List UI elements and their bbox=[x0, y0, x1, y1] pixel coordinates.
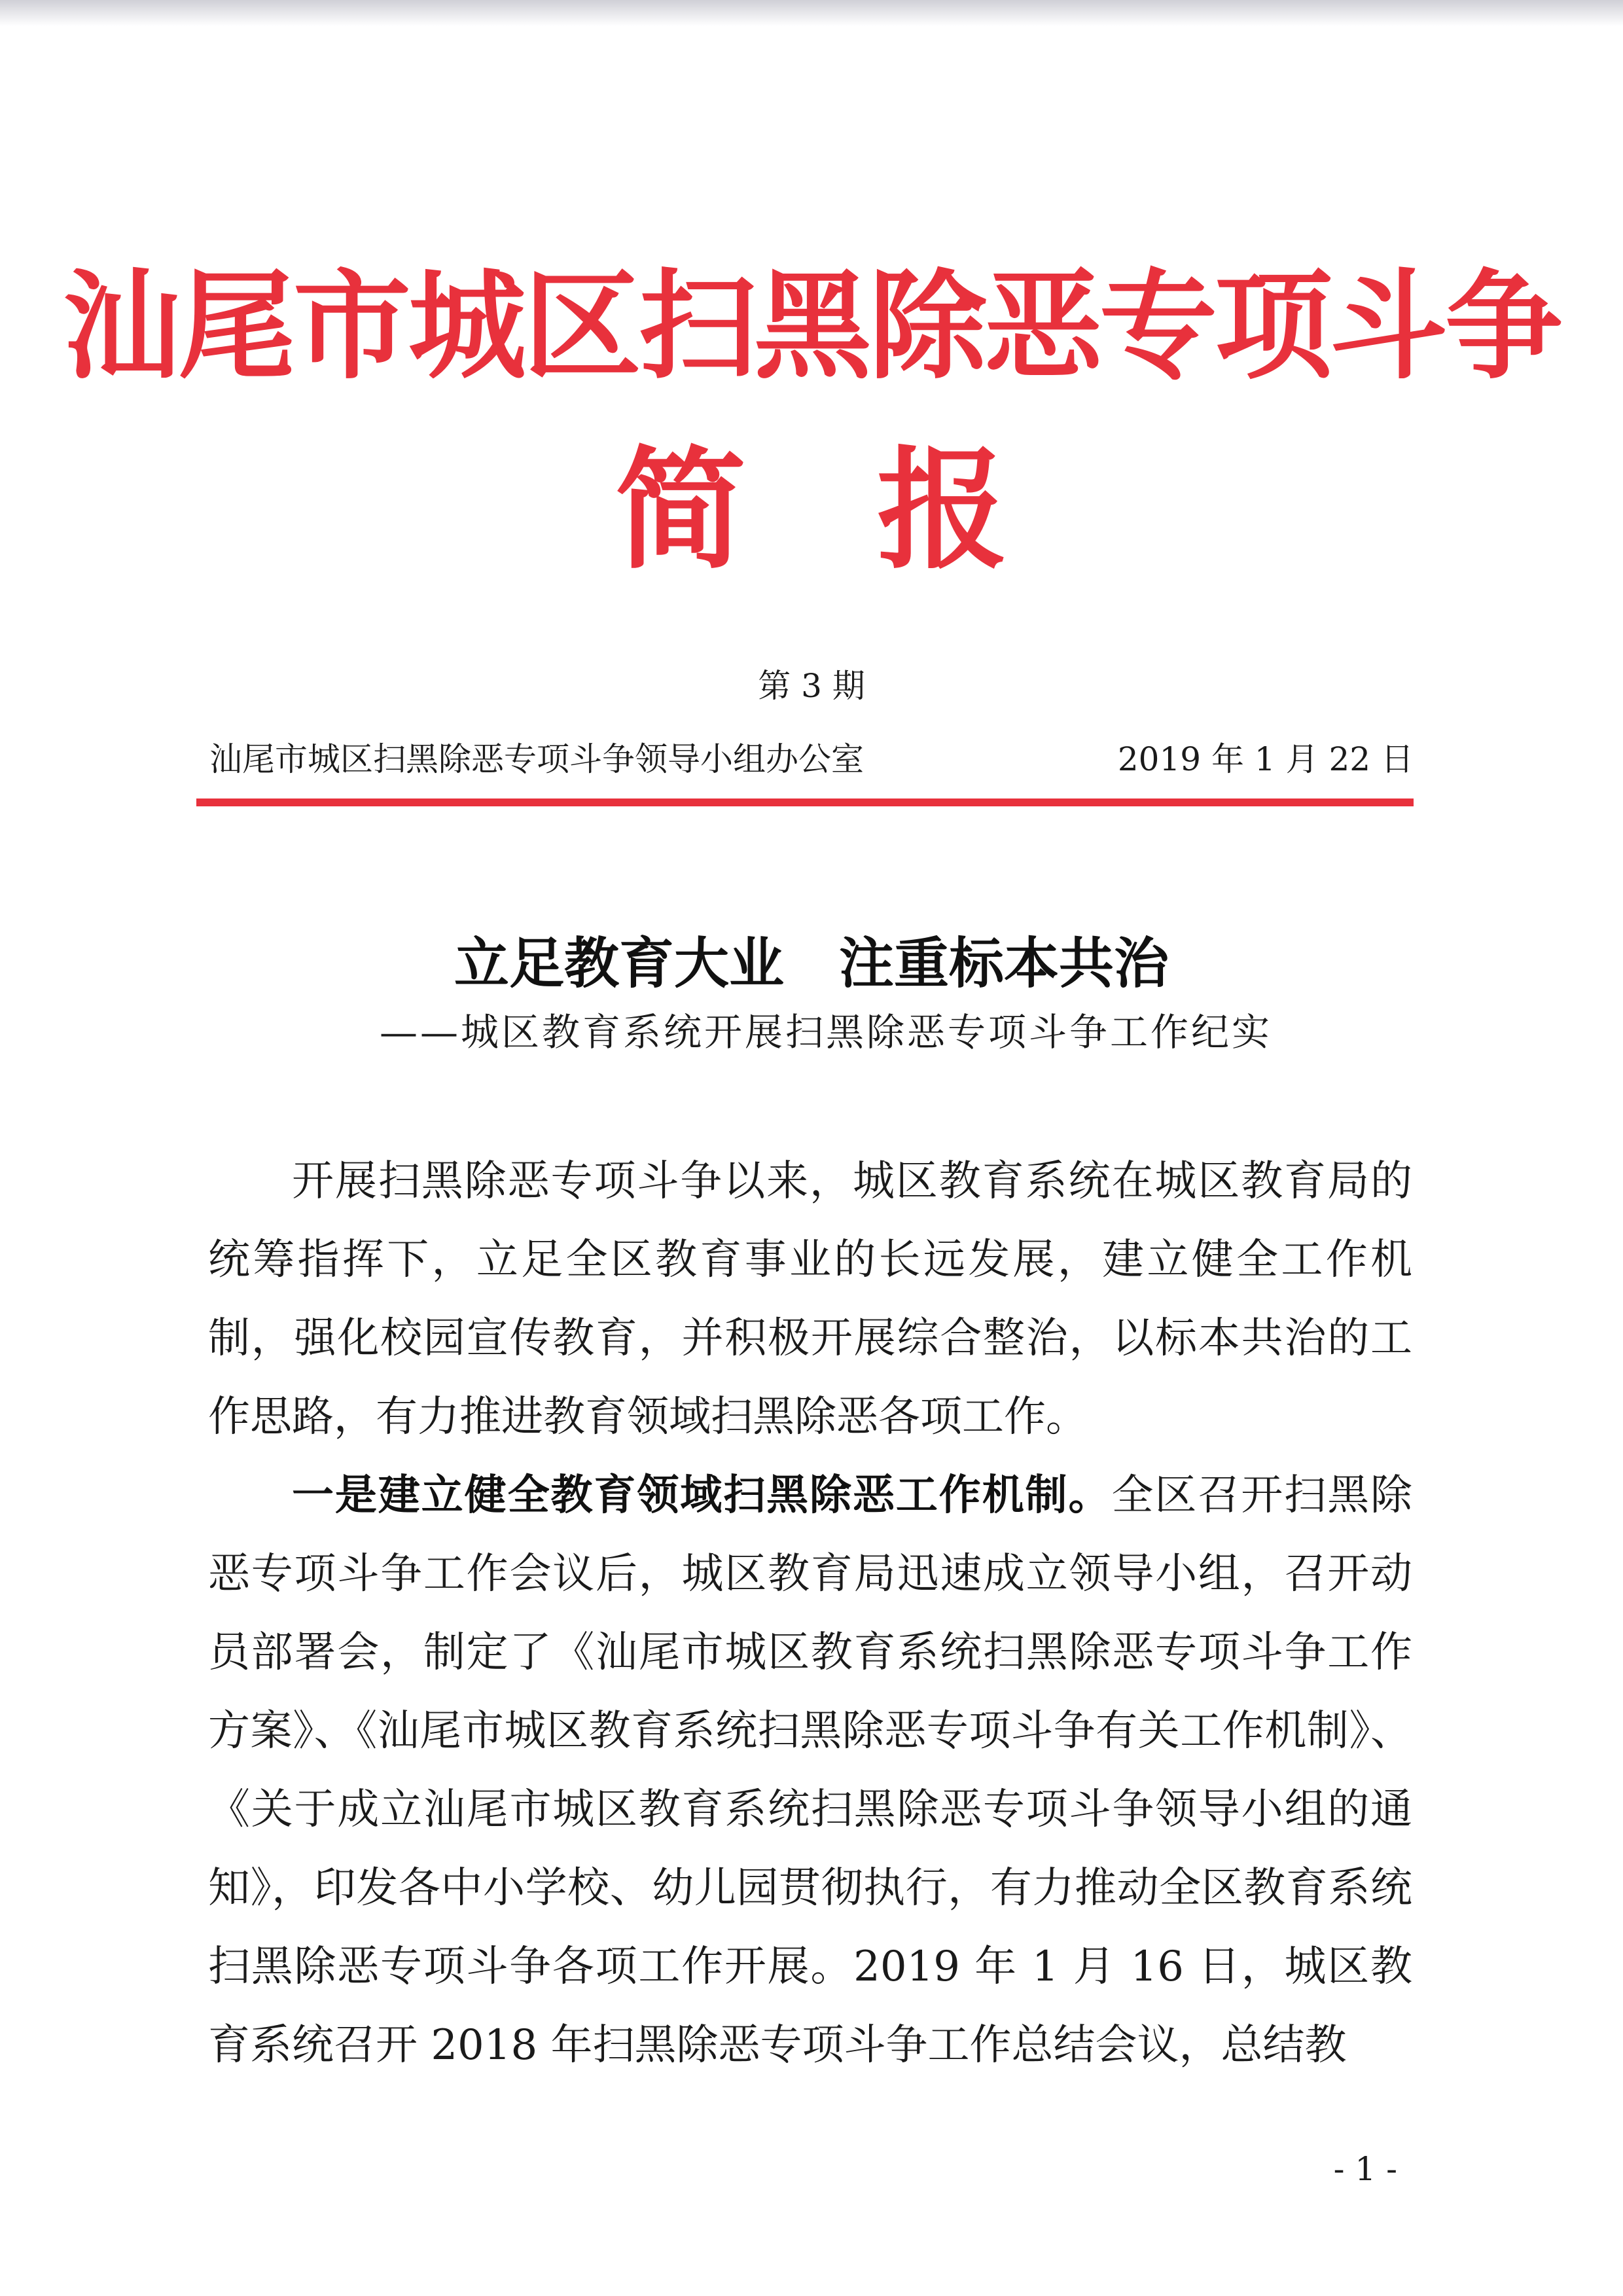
article-subtitle: ——城区教育系统开展扫黑除恶专项斗争工作纪实 bbox=[380, 1010, 1273, 1054]
issue-date: 2019 年 1 月 22 日 bbox=[1117, 740, 1414, 778]
article-body bbox=[208, 1142, 1412, 2085]
scan-edge bbox=[0, 0, 1623, 26]
red-divider bbox=[196, 798, 1414, 806]
article-title: 立足教育大业 注重标本共治 bbox=[454, 931, 1169, 996]
paragraph-mechanism bbox=[208, 1456, 1412, 2085]
issuer: 汕尾市城区扫黑除恶专项斗争领导小组办公室 bbox=[209, 740, 864, 778]
page-number: - 1 - bbox=[1333, 2150, 1397, 2188]
paragraph-heading: 一是建立健全教育领域扫黑除恶工作机制。 bbox=[292, 1471, 1112, 1520]
masthead-subtitle: 简报 bbox=[615, 433, 1139, 587]
paragraph-text: 全区召开扫黑除恶专项斗争工作会议后，城区教育局迅速成立领导小组，召开动员部署会，制定了《汕尾市城区教育系统扫黑除恶专项斗争工作方案》、《汕尾市城区教育系统扫黑除恶专项斗争有关工作机制》、《关于成立汕尾市城区教育系统扫黑除恶专项斗争领导小组的通知》，印发各中小学校、幼儿园贯彻执行，有力推动全区教育系统扫黑除恶专项斗争各项工作开展。2019 年 1 月 16 日，城区教育系统召开 2018 年扫黑除恶专项斗争工作总结会议，总结教 bbox=[208, 1471, 1413, 2070]
issue-number: 第 3 期 bbox=[758, 667, 865, 705]
paragraph-intro: 开展扫黑除恶专项斗争以来，城区教育系统在城区教育局的统筹指挥下，立足全区教育事业的长远发展，建立健全工作机制，强化校园宣传教育，并积极开展综合整治，以标本共治的工作思路，有力推进教育领域扫黑除恶各项工作。 bbox=[208, 1157, 1412, 1441]
masthead-title: 汕尾市城区扫黑除恶专项斗争 bbox=[62, 257, 1560, 395]
